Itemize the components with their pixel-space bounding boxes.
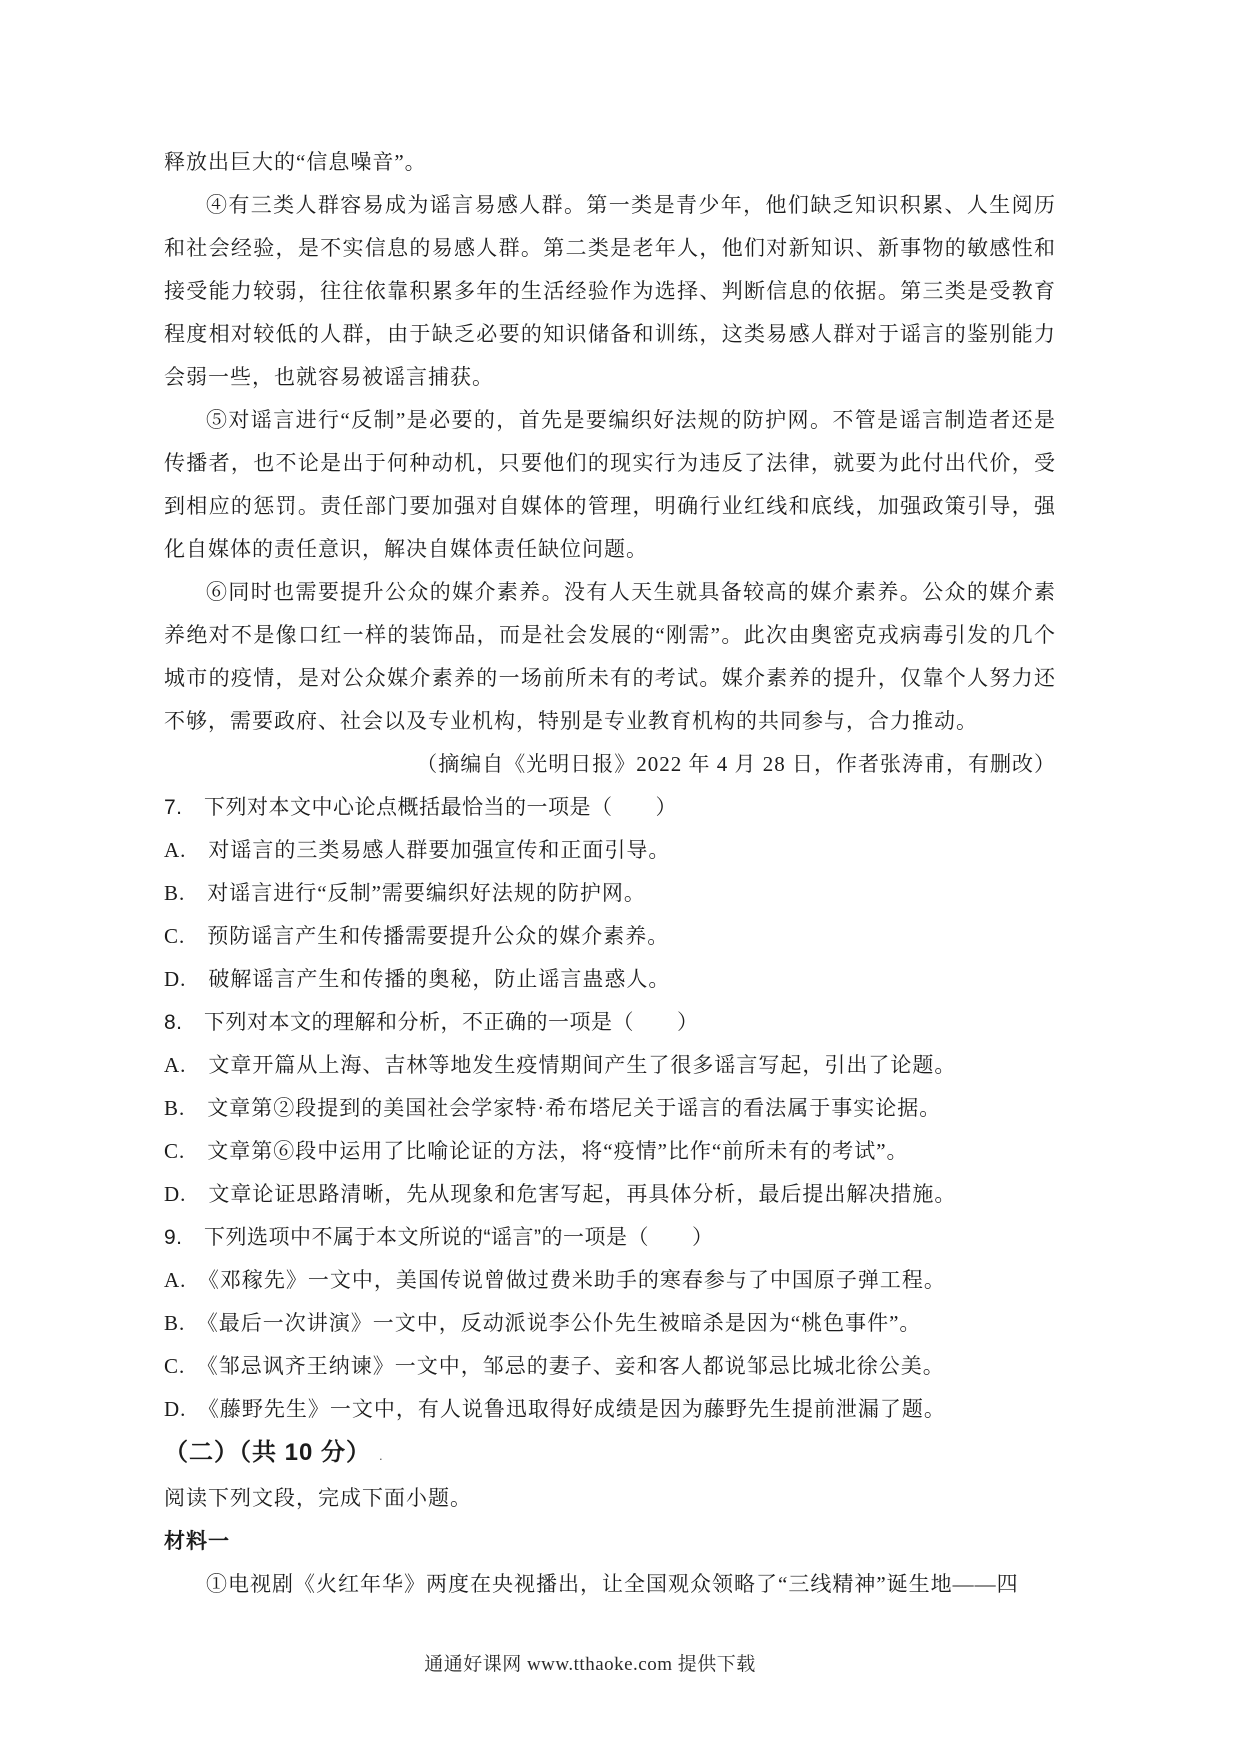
paragraph-5: ⑤对谣言进行“反制”是必要的，首先是要编织好法规的防护网。不管是谣言制造者还是传播者，也不论是出于何种动机，只要他们的现实行为违反了法律，就要为此付出代价，受到相应的惩罚。责任部门要加强对自媒体的管理，明确行业红线和底线，加强政策引导，强化自媒体的责任意识，解决自媒体责任缺位问题。 [164, 408, 1056, 561]
material-1-text: ①电视剧《火红年华》两度在央视播出，让全国观众领略了“三线精神”诞生地——四 [206, 1572, 1019, 1596]
paragraph-continuation: 释放出巨大的“信息噪音”。 [164, 150, 427, 174]
question-8-option-c: C. 文章第⑥段中运用了比喻论证的方法，将“疫情”比作“前所未有的考试”。 [164, 1139, 909, 1163]
question-9-stem: 9. 下列选项中不属于本文所说的“谣言”的一项是（ ） [164, 1226, 714, 1249]
section-2-heading-text: （二）（共 10 分） [164, 1439, 372, 1466]
question-7-option-a: A. 对谣言的三类易感人群要加强宣传和正面引导。 [164, 838, 671, 862]
material-1-label: 材料一 [164, 1530, 230, 1553]
paragraph-6: ⑥同时也需要提升公众的媒介素养。没有人天生就具备较高的媒介素养。公众的媒介素养绝对不是像口红一样的装饰品，而是社会发展的“刚需”。此次由奥密克戎病毒引发的几个城市的疫情，是对公众媒介素养的一场前所未有的考试。媒介素养的提升，仅靠个人努力还不够，需要政府、社会以及专业机构，特别是专业教育机构的共同参与，合力推动。 [164, 580, 1056, 733]
question-8-option-b: B. 文章第②段提到的美国社会学家特·希布塔尼关于谣言的看法属于事实论据。 [164, 1096, 942, 1120]
question-9-option-c: C. 《邹忌讽齐王纳谏》一文中，邹忌的妻子、妾和客人都说邹忌比城北徐公美。 [164, 1354, 945, 1378]
section-2-intro: 阅读下列文段，完成下面小题。 [164, 1486, 472, 1510]
question-9-option-b: B. 《最后一次讲演》一文中，反动派说李公仆先生被暗杀是因为“桃色事件”。 [164, 1311, 922, 1335]
question-7-option-d: D. 破解谣言产生和传播的奥秘，防止谣言蛊惑人。 [164, 967, 671, 991]
question-9-option-a: A. 《邓稼先》一文中，美国传说曾做过费米助手的寒春参与了中国原子弹工程。 [164, 1268, 946, 1292]
question-7-option-c: C. 预防谣言产生和传播需要提升公众的媒介素养。 [164, 924, 670, 948]
page-footer: 通通好课网 www.tthaoke.com 提供下载 [424, 1654, 756, 1675]
question-8-stem: 8. 下列对本文的理解和分析，不正确的一项是（ ） [164, 1011, 699, 1034]
source-attribution: （摘编自《光明日报》2022 年 4 月 28 日，作者张涛甫，有删改） [416, 752, 1056, 776]
heading-stray-dot: . [379, 1448, 384, 1463]
question-8-option-d: D. 文章论证思路清晰，先从现象和危害写起，再具体分析，最后提出解决措施。 [164, 1182, 957, 1206]
question-9-option-d: D. 《藤野先生》一文中，有人说鲁迅取得好成绩是因为藤野先生提前泄漏了题。 [164, 1397, 946, 1421]
question-7-option-b: B. 对谣言进行“反制”需要编织好法规的防护网。 [164, 881, 646, 905]
question-8-option-a: A. 文章开篇从上海、吉林等地发生疫情期间产生了很多谣言写起，引出了论题。 [164, 1053, 957, 1077]
question-7-stem: 7. 下列对本文中心论点概括最恰当的一项是（ ） [164, 796, 678, 819]
section-2-heading [164, 1431, 1056, 1477]
document-body [164, 141, 1056, 1606]
paragraph-4: ④有三类人群容易成为谣言易感人群。第一类是青少年，他们缺乏知识积累、人生阅历和社会经验，是不实信息的易感人群。第二类是老年人，他们对新知识、新事物的敏感性和接受能力较弱，往往依靠积累多年的生活经验作为选择、判断信息的依据。第三类是受教育程度相对较低的人群，由于缺乏必要的知识储备和训练，这类易感人群对于谣言的鉴别能力会弱一些，也就容易被谣言捕获。 [164, 193, 1056, 389]
